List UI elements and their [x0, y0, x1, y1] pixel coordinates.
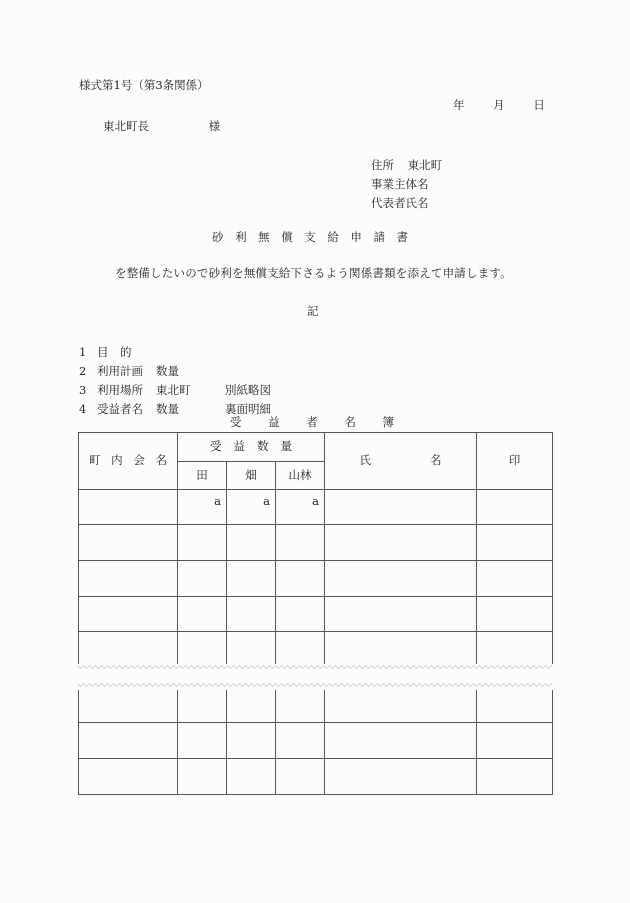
table-row — [79, 525, 553, 561]
address-line — [371, 156, 442, 175]
cell-forest[interactable] — [276, 597, 325, 632]
addressee-honorific: 様 — [208, 119, 221, 133]
date-year: 年 — [453, 98, 465, 112]
cell-town-assoc[interactable] — [79, 722, 178, 758]
entity-label: 事業主体名 — [371, 177, 429, 191]
addressee-name: 東北町長 — [103, 119, 149, 133]
cell-town-assoc[interactable] — [79, 758, 178, 794]
wavy-break-icon — [70, 664, 560, 690]
item-2: 2 利用計画 数量 — [79, 364, 179, 378]
header-benefit-qty: 受 益 数 量 — [178, 433, 325, 462]
body-text: を整備したいので砂利を無償支給下さるよう関係書類を添えて申請します。 — [115, 266, 512, 280]
table-row — [79, 597, 553, 632]
cell-rice-field[interactable] — [178, 597, 227, 632]
cell-rice-field[interactable] — [178, 525, 227, 561]
cell-dry-field[interactable] — [227, 722, 276, 758]
cell-forest[interactable] — [276, 525, 325, 561]
address-value: 東北町 — [407, 158, 443, 172]
document-title: 砂 利 無 償 支 給 申 請 書 — [212, 230, 408, 244]
table-break-indicator — [70, 664, 560, 690]
address-label: 住所 — [371, 158, 394, 172]
table-row — [79, 490, 553, 525]
table-row — [79, 561, 553, 597]
cell-rice-field[interactable] — [178, 722, 227, 758]
register-title: 受 益 者 名 簿 — [230, 415, 394, 429]
header-town-assoc: 町 内 会 名 — [79, 433, 178, 490]
beneficiary-table-continued — [78, 678, 553, 795]
cell-town-assoc[interactable] — [79, 561, 178, 597]
addressee — [103, 121, 220, 133]
cell-seal[interactable] — [477, 525, 553, 561]
date-month: 月 — [493, 98, 505, 112]
cell-seal[interactable] — [477, 561, 553, 597]
cell-forest[interactable]: a — [276, 490, 325, 525]
cell-seal[interactable] — [477, 490, 553, 525]
cell-rice-field[interactable] — [178, 758, 227, 794]
date-line — [453, 100, 545, 112]
cell-name[interactable] — [325, 561, 477, 597]
cell-rice-field[interactable] — [178, 561, 227, 597]
cell-dry-field[interactable] — [227, 758, 276, 794]
form-number: 様式第1号（第3条関係） — [79, 78, 209, 92]
cell-name[interactable] — [325, 722, 477, 758]
cell-name[interactable] — [325, 597, 477, 632]
header-dry-field: 畑 — [227, 462, 276, 490]
header-name: 氏 名 — [325, 433, 477, 490]
item-3: 3 利用場所 東北町 別紙略図 — [79, 383, 271, 397]
items-list — [79, 343, 271, 419]
item-4: 4 受益者名 数量 裏面明細 — [79, 402, 271, 416]
header-rice-field: 田 — [178, 462, 227, 490]
table-row — [79, 722, 553, 758]
cell-town-assoc[interactable] — [79, 490, 178, 525]
header-forest: 山林 — [276, 462, 325, 490]
cell-seal[interactable] — [477, 597, 553, 632]
representative-label: 代表者氏名 — [371, 196, 429, 210]
cell-dry-field[interactable] — [227, 525, 276, 561]
cell-rice-field[interactable]: a — [178, 490, 227, 525]
cell-forest[interactable] — [276, 722, 325, 758]
cell-forest[interactable] — [276, 561, 325, 597]
cell-seal[interactable] — [477, 758, 553, 794]
cell-seal[interactable] — [477, 722, 553, 758]
cell-dry-field[interactable] — [227, 561, 276, 597]
cell-forest[interactable] — [276, 758, 325, 794]
table-row — [79, 758, 553, 794]
cell-dry-field[interactable]: a — [227, 490, 276, 525]
beneficiary-table — [78, 432, 553, 677]
cell-name[interactable] — [325, 525, 477, 561]
ki-label: 記 — [307, 304, 319, 318]
cell-town-assoc[interactable] — [79, 597, 178, 632]
cell-dry-field[interactable] — [227, 597, 276, 632]
date-day: 日 — [533, 98, 545, 112]
cell-name[interactable] — [325, 758, 477, 794]
cell-name[interactable] — [325, 490, 477, 525]
applicant-block — [371, 156, 442, 213]
item-1: 1 目 的 — [79, 345, 132, 359]
header-seal: 印 — [477, 433, 553, 490]
cell-town-assoc[interactable] — [79, 525, 178, 561]
